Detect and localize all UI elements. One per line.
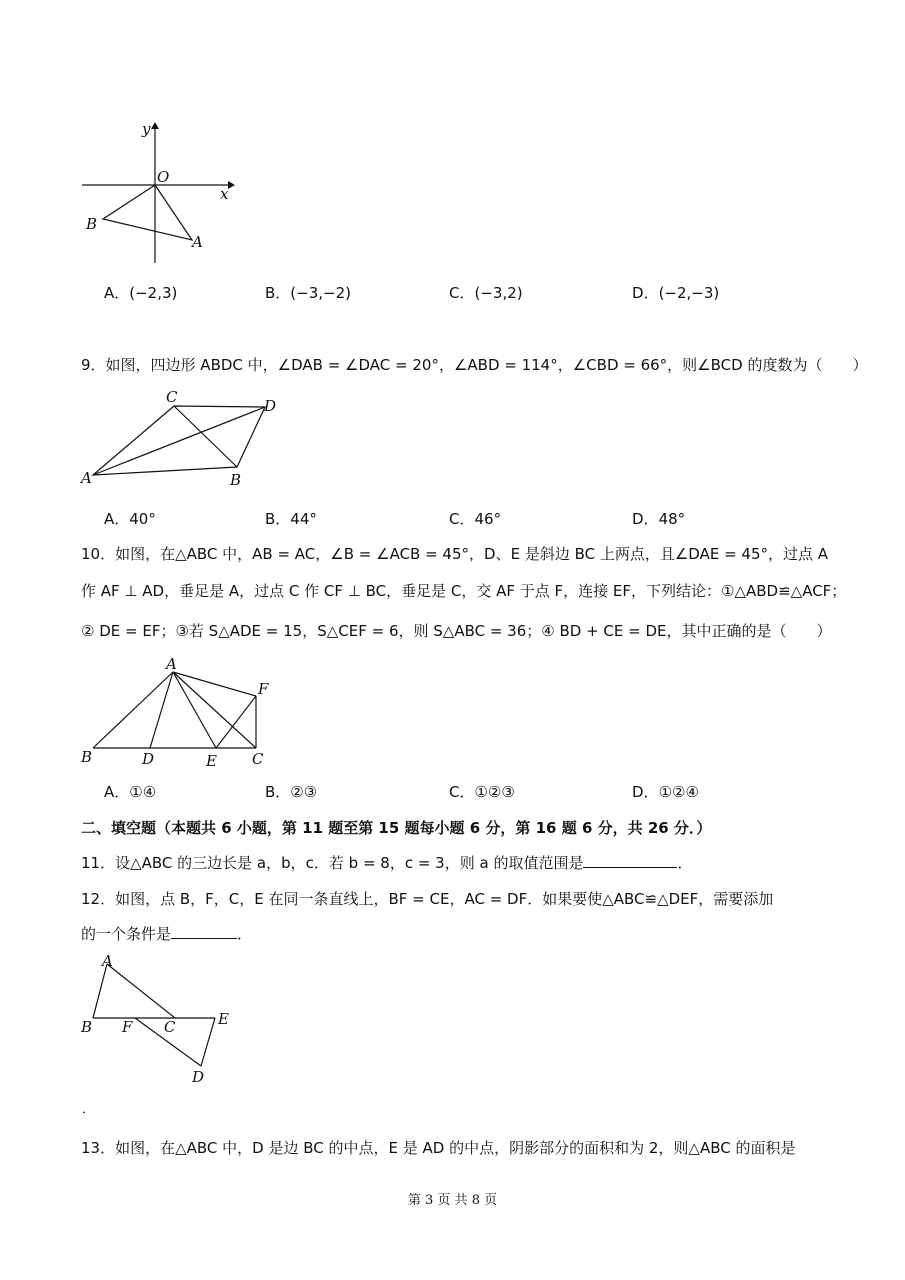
label-c: C bbox=[164, 1018, 176, 1036]
label-f: F bbox=[258, 680, 269, 698]
segment-de bbox=[201, 1018, 215, 1066]
label-y: y bbox=[142, 120, 151, 138]
label-a: A bbox=[102, 952, 113, 970]
q11-stem bbox=[81, 852, 692, 873]
option-value: (−3,2) bbox=[474, 284, 523, 302]
option-letter: A． bbox=[104, 284, 130, 302]
diagonal-ad bbox=[93, 407, 265, 475]
y-axis-arrow-icon bbox=[151, 122, 159, 129]
segment-ab bbox=[93, 964, 107, 1018]
q9-stem: 9．如图，四边形 ABDC 中，∠DAB = ∠DAC = 20°，∠ABD = 114°，∠CBD = 66°，则∠BCD 的度数为（ ） bbox=[81, 356, 868, 374]
option-value: (−2,3) bbox=[129, 284, 178, 302]
option-letter: B． bbox=[265, 284, 291, 302]
option-letter: C． bbox=[449, 284, 475, 302]
option-value: (−2,−3) bbox=[658, 284, 720, 302]
section-heading-fill-in: 二、填空题（本题共 6 小题，第 11 题至第 15 题每小题 6 分，第 16 题 6 分，共 26 分．） bbox=[81, 819, 712, 837]
option-letter: D． bbox=[632, 284, 659, 302]
q8-option-c[interactable] bbox=[449, 282, 523, 303]
label-d: D bbox=[264, 397, 277, 415]
segment-ac bbox=[107, 964, 175, 1018]
q9-figure bbox=[78, 385, 288, 493]
diagonal-cb bbox=[174, 406, 237, 467]
q10-option-a[interactable] bbox=[104, 781, 156, 802]
option-letter: D． bbox=[632, 783, 659, 801]
q12-answer-blank[interactable] bbox=[171, 924, 237, 939]
q12-stem-line-2 bbox=[81, 923, 252, 944]
option-value: ②③ bbox=[290, 783, 318, 801]
q9-option-a[interactable] bbox=[104, 508, 156, 529]
q11-period: ． bbox=[677, 854, 693, 872]
q11-text: 11．设△ABC 的三边长是 a，b，c．若 b = 8，c = 3，则 a 的取值范围是 bbox=[81, 854, 584, 872]
label-b: B bbox=[81, 748, 93, 766]
segment-ef bbox=[216, 696, 256, 748]
q12-period: ． bbox=[237, 925, 253, 943]
option-letter: C． bbox=[449, 510, 475, 528]
q9-option-d[interactable] bbox=[632, 508, 685, 529]
option-value: ①②③ bbox=[474, 783, 515, 801]
q10-stem-line-1: 10．如图，在△ABC 中，AB = AC，∠B = ∠ACB = 45°，D、E 是斜边 BC 上两点，且∠DAE = 45°，过点 A bbox=[81, 545, 829, 563]
option-value: 48° bbox=[658, 510, 686, 528]
q8-option-a[interactable] bbox=[104, 282, 177, 303]
option-value: (−3,−2) bbox=[290, 284, 351, 302]
option-letter: A． bbox=[104, 510, 130, 528]
label-d: D bbox=[192, 1068, 205, 1086]
label-b: B bbox=[81, 1018, 93, 1036]
q8-figure bbox=[78, 115, 238, 270]
q11-answer-blank[interactable] bbox=[583, 853, 677, 868]
option-value: 40° bbox=[129, 510, 156, 528]
triangle-oba bbox=[103, 185, 192, 240]
q10-stem-line-2: 作 AF ⊥ AD，垂足是 A，过点 C 作 CF ⊥ BC，垂足是 C，交 AF 于点 F，连接 EF，下列结论：①△ABD≌△ACF； bbox=[81, 582, 847, 600]
label-f: F bbox=[122, 1018, 133, 1036]
label-a: A bbox=[192, 233, 203, 251]
q8-option-b[interactable] bbox=[265, 282, 351, 303]
label-a: A bbox=[166, 655, 177, 673]
page-footer: 第 3 页 共 8 页 bbox=[407, 1193, 498, 1208]
q13-stem: 13．如图，在△ABC 中，D 是边 BC 的中点，E 是 AD 的中点，阴影部分的面积和为 2，则△ABC 的面积是 bbox=[81, 1139, 796, 1157]
segment-ae bbox=[173, 672, 216, 748]
q8-option-d[interactable] bbox=[632, 282, 719, 303]
q10-stem-line-3: ② DE = EF；③若 S△ADE = 15，S△CEF = 6，则 S△ABC = 36；④ BD + CE = DE，其中正确的是（ ） bbox=[81, 622, 832, 640]
option-value: 46° bbox=[474, 510, 502, 528]
q10-figure bbox=[78, 652, 278, 772]
q12-stem-line-1: 12．如图，点 B，F，C，E 在同一条直线上，BF = CE，AC = DF．如果要使△ABC≌△DEF，需要添加 bbox=[81, 890, 774, 908]
option-letter: B． bbox=[265, 510, 291, 528]
label-c: C bbox=[166, 388, 178, 406]
label-b: B bbox=[230, 471, 242, 489]
q9-option-b[interactable] bbox=[265, 508, 317, 529]
option-value: 44° bbox=[290, 510, 317, 528]
label-a: A bbox=[81, 469, 92, 487]
label-b: B bbox=[86, 215, 98, 233]
q12-text: 的一个条件是 bbox=[81, 925, 172, 943]
option-letter: D． bbox=[632, 510, 659, 528]
q10-option-d[interactable] bbox=[632, 781, 699, 802]
x-axis-arrow-icon bbox=[228, 181, 235, 189]
label-d: D bbox=[142, 750, 155, 768]
label-x: x bbox=[220, 185, 229, 203]
option-value: ①④ bbox=[129, 783, 157, 801]
q9-option-c[interactable] bbox=[449, 508, 501, 529]
label-e: E bbox=[218, 1010, 229, 1028]
label-e: E bbox=[206, 752, 217, 770]
option-value: ①②④ bbox=[658, 783, 699, 801]
q10-option-c[interactable] bbox=[449, 781, 515, 802]
label-c: C bbox=[252, 750, 264, 768]
q12-trailing-mark: ． bbox=[82, 1102, 96, 1117]
option-letter: A． bbox=[104, 783, 130, 801]
option-letter: B． bbox=[265, 783, 291, 801]
option-letter: C． bbox=[449, 783, 475, 801]
q10-option-b[interactable] bbox=[265, 781, 317, 802]
label-o: O bbox=[157, 168, 170, 186]
q12-figure bbox=[78, 952, 248, 1092]
